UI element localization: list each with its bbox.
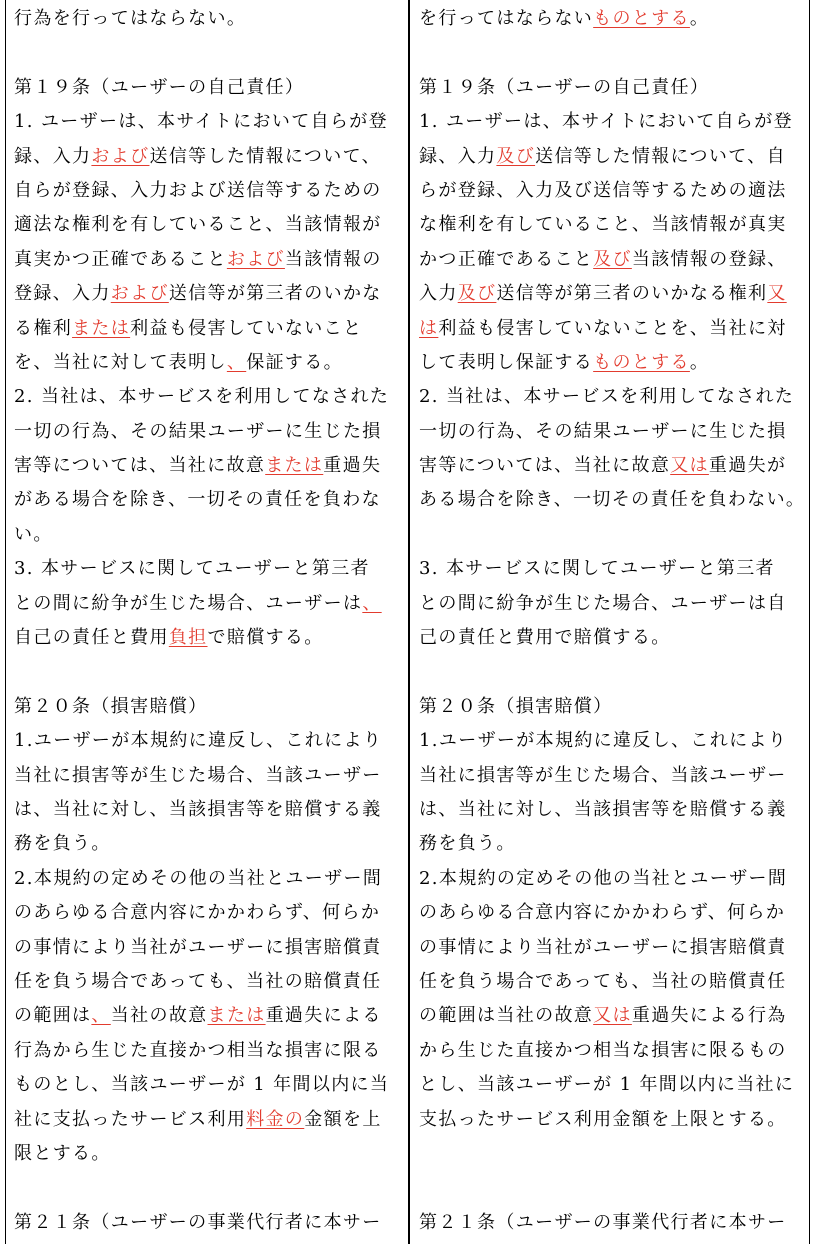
text-segment: から生じた直接かつ相当な損害に限るもの (419, 1039, 787, 1061)
text-line (419, 724, 807, 758)
text-line (14, 105, 402, 139)
revision-highlight: 、 (91, 1005, 111, 1027)
text-line (14, 793, 402, 827)
text-segment: 当社に損害等が生じた場合、当該ユーザー (419, 764, 787, 786)
text-line (14, 243, 402, 277)
text-line (419, 483, 807, 517)
text-segment: 登録、入力 (14, 283, 111, 305)
text-segment: 限とする。 (14, 1142, 111, 1164)
text-segment: 支払ったサービス利用金額を上限とする。 (419, 1108, 787, 1130)
text-segment: 行為から生じた直接かつ相当な損害に限る (14, 1039, 382, 1061)
revision-highlight: または (72, 317, 131, 339)
blank-line (14, 655, 402, 689)
text-segment: のあらゆる合意内容にかかわらず、何らか (419, 902, 786, 924)
revised-text-column (419, 2, 807, 1240)
text-segment: 自己の責任と費用 (14, 627, 169, 649)
text-line (419, 759, 807, 793)
revision-highlight: および (91, 145, 150, 167)
text-segment: 当社に損害等が生じた場合、当該ユーザー (14, 764, 382, 786)
text-segment: な権利を有していること、当該情報が真実 (419, 214, 787, 236)
text-segment: 。 (689, 351, 710, 373)
text-line (419, 1068, 807, 1102)
revision-highlight: 、 (362, 592, 382, 614)
text-line (14, 587, 402, 621)
revision-highlight: 、 (226, 351, 247, 373)
text-line (419, 243, 807, 277)
text-line (419, 1206, 807, 1240)
text-segment: 務を負う。 (419, 833, 516, 855)
text-line (14, 965, 402, 999)
revision-highlight: ものとする (593, 351, 690, 373)
text-segment: 重過失による (265, 1005, 382, 1027)
text-line (419, 1034, 807, 1068)
text-segment: 3. 本サービスに関してユーザーと第三者 (419, 558, 775, 580)
text-line (14, 1137, 402, 1171)
text-line (14, 208, 402, 242)
text-segment: の事情により当社がユーザーに損害賠償責 (419, 936, 787, 958)
text-line (419, 793, 807, 827)
text-segment: 真実かつ正確であること (14, 248, 227, 270)
text-line (419, 312, 807, 346)
text-line (14, 1103, 402, 1137)
text-segment: 重過失が (708, 455, 787, 477)
revision-highlight: および (110, 283, 169, 305)
text-segment: 当該情報の (284, 248, 382, 270)
text-line (14, 621, 402, 655)
text-segment: 録、入力 (14, 145, 92, 167)
text-segment: 3. 本サービスに関してユーザーと第三者 (14, 558, 370, 580)
text-segment: 1.ユーザーが本規約に違反し、これにより (419, 730, 788, 752)
revision-highlight: ものとする (593, 8, 690, 29)
text-segment: 任を負う場合であっても、当社の賠償責任 (419, 970, 787, 992)
text-segment: 当該情報の登録、 (631, 248, 787, 270)
text-line (14, 724, 402, 758)
text-line (419, 862, 807, 896)
blank-line (419, 518, 807, 552)
text-segment: 重過失 (323, 455, 382, 477)
text-segment: 行為を行ってはならない。 (14, 8, 247, 29)
text-segment: 当社の故意 (110, 1005, 208, 1027)
text-line (14, 827, 402, 861)
text-segment: ものとし、当該ユーザーが 1 年間以内に当 (14, 1074, 390, 1096)
text-line (14, 931, 402, 965)
text-line (14, 483, 402, 517)
comparison-table (5, 0, 810, 1244)
text-segment: 送信等が第三者のいかな (168, 283, 382, 305)
text-segment: 害等については、当社に故意 (14, 455, 266, 477)
text-segment: とし、当該ユーザーが 1 年間以内に当社に (419, 1074, 795, 1096)
blank-line (14, 1171, 402, 1205)
text-segment: を行ってはならない (419, 8, 594, 29)
text-segment: の事情により当社がユーザーに損害賠償責 (14, 936, 382, 958)
text-line (419, 346, 807, 380)
text-segment: は、当社に対し、当該損害等を賠償する義 (14, 798, 382, 820)
text-segment: 適法な権利を有していること、当該情報が (14, 214, 382, 236)
revision-highlight: 及び (457, 283, 497, 305)
blank-line (419, 1171, 807, 1205)
text-segment: 害等については、当社に故意 (419, 455, 671, 477)
text-line (14, 1068, 402, 1102)
text-line (14, 415, 402, 449)
text-segment: 第１９条（ユーザーの自己責任） (14, 76, 305, 98)
text-line (419, 552, 807, 586)
text-line (419, 1103, 807, 1137)
text-line (419, 2, 807, 36)
text-line (14, 518, 402, 552)
text-line (14, 449, 402, 483)
text-line (14, 862, 402, 896)
text-line (419, 71, 807, 105)
revision-highlight: または (207, 1005, 266, 1027)
text-segment: 社に支払ったサービス利用 (14, 1108, 247, 1130)
text-line (14, 140, 402, 174)
text-segment: 送信等が第三者のいかなる権利 (496, 283, 768, 305)
text-line (14, 174, 402, 208)
text-line (14, 1034, 402, 1068)
text-segment: で賠償する。 (207, 627, 324, 649)
text-line (14, 277, 402, 311)
revision-highlight: 又は (593, 1005, 632, 1027)
text-segment: 1.ユーザーが本規約に違反し、これにより (14, 730, 383, 752)
text-segment: 2.本規約の定めその他の当社とユーザー間 (14, 867, 383, 889)
text-line (419, 690, 807, 724)
text-segment: は、当社に対し、当該損害等を賠償する義 (419, 798, 787, 820)
text-segment: い。 (14, 523, 53, 545)
text-line (419, 105, 807, 139)
text-segment: 任を負う場合であっても、当社の賠償責任 (14, 970, 382, 992)
text-line (419, 174, 807, 208)
revision-highlight: 又は (670, 455, 709, 477)
text-line (14, 312, 402, 346)
text-segment: 第２０条（損害賠償） (14, 695, 208, 717)
text-line (14, 759, 402, 793)
text-segment: 1. ユーザーは、本サイトにおいて自らが登 (14, 111, 388, 133)
text-segment: る権利 (14, 317, 73, 339)
revision-highlight: または (265, 455, 324, 477)
text-segment: 一切の行為、その結果ユーザーに生じた損 (419, 420, 787, 442)
text-line (14, 896, 402, 930)
text-segment: 第２１条（ユーザーの事業代行者に本サー (14, 1211, 382, 1233)
text-line (419, 931, 807, 965)
text-line (14, 1206, 402, 1240)
text-line (14, 2, 402, 36)
text-segment: して表明し保証する (419, 351, 594, 373)
text-line (419, 621, 807, 655)
text-line (419, 140, 807, 174)
text-line (419, 827, 807, 861)
text-line (419, 277, 807, 311)
text-segment: 2. 当社は、本サービスを利用してなされた (419, 386, 795, 408)
text-segment: かつ正確であること (419, 248, 594, 270)
text-segment: 1. ユーザーは、本サイトにおいて自らが登 (419, 111, 793, 133)
text-line (14, 690, 402, 724)
text-segment: 利益も侵害していないことを、当社に対 (438, 317, 787, 339)
text-line (419, 415, 807, 449)
text-segment: 録、入力 (419, 145, 497, 167)
text-segment: 第２１条（ユーザーの事業代行者に本サー (419, 1211, 787, 1233)
revision-highlight: は (419, 317, 439, 339)
text-segment: 保証する。 (246, 351, 343, 373)
text-line (419, 965, 807, 999)
text-segment: ある場合を除き、一切その責任を負わない。 (419, 489, 806, 511)
original-text-column (14, 2, 402, 1240)
text-segment: の範囲は (14, 1005, 92, 1027)
text-segment: 2. 当社は、本サービスを利用してなされた (14, 386, 390, 408)
text-segment: 2.本規約の定めその他の当社とユーザー間 (419, 867, 788, 889)
text-line (419, 380, 807, 414)
text-segment: の範囲は当社の故意 (419, 1005, 594, 1027)
revision-highlight: および (226, 248, 285, 270)
text-line (419, 999, 807, 1033)
text-segment: 送信等した情報について、 (149, 145, 381, 167)
blank-line (419, 655, 807, 689)
revision-highlight: 又 (767, 283, 787, 305)
text-segment: 一切の行為、その結果ユーザーに生じた損 (14, 420, 382, 442)
text-line (14, 552, 402, 586)
text-segment: 自らが登録、入力および送信等するための (14, 179, 382, 201)
text-segment: 己の責任と費用で賠償する。 (419, 627, 671, 649)
text-segment: のあらゆる合意内容にかかわらず、何らか (14, 902, 381, 924)
text-segment: との間に紛争が生じた場合、ユーザーは (14, 592, 363, 614)
text-segment: を、当社に対して表明し (14, 351, 227, 373)
text-segment: らが登録、入力及び送信等するための適法 (419, 179, 787, 201)
text-line (419, 587, 807, 621)
revision-highlight: 料金の (246, 1108, 305, 1130)
text-segment: 重過失による行為 (631, 1005, 787, 1027)
text-segment: 送信等した情報について、自 (535, 145, 786, 167)
text-line (14, 380, 402, 414)
blank-line (14, 36, 402, 70)
text-segment: 利益も侵害していないこと (130, 317, 363, 339)
blank-line (419, 1137, 807, 1171)
column-divider (408, 0, 410, 1244)
text-line (14, 346, 402, 380)
revision-highlight: 及び (496, 145, 536, 167)
text-line (14, 71, 402, 105)
revision-highlight: 負担 (168, 627, 208, 649)
blank-line (419, 36, 807, 70)
text-segment: との間に紛争が生じた場合、ユーザーは自 (419, 592, 787, 614)
text-segment: 入力 (419, 283, 458, 305)
revision-highlight: 及び (593, 248, 632, 270)
text-segment: 。 (689, 8, 710, 29)
text-segment: がある場合を除き、一切その責任を負わな (14, 489, 381, 511)
text-segment: 第１９条（ユーザーの自己責任） (419, 76, 710, 98)
text-line (419, 449, 807, 483)
text-line (14, 999, 402, 1033)
text-line (419, 208, 807, 242)
text-line (419, 896, 807, 930)
text-segment: 務を負う。 (14, 833, 111, 855)
text-segment: 第２０条（損害賠償） (419, 695, 613, 717)
text-segment: 金額を上 (304, 1108, 382, 1130)
